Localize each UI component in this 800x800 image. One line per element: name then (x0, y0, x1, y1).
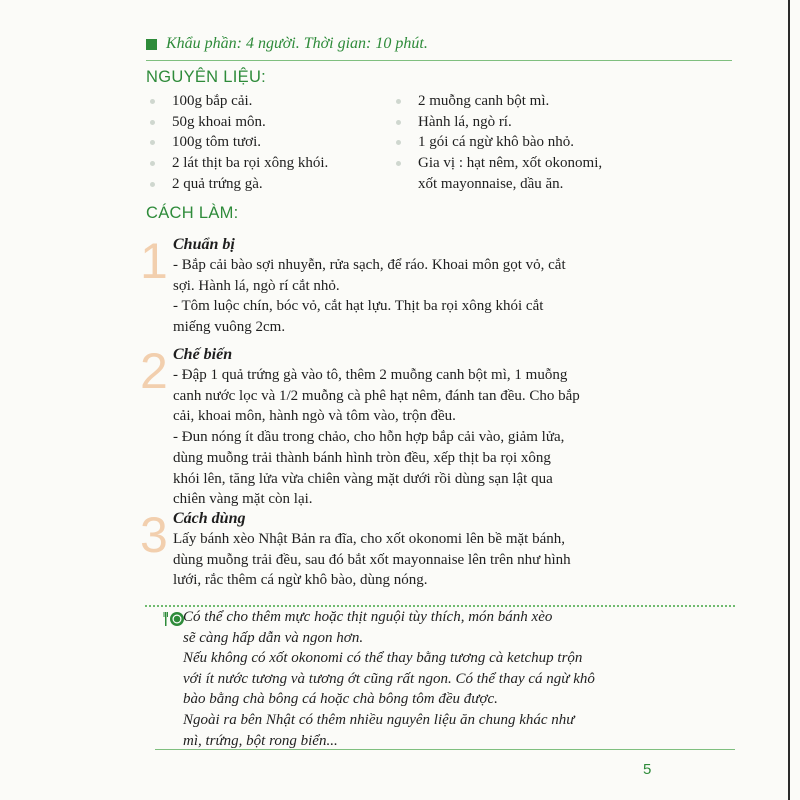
ingredient-item: 50g khoai môn. (148, 112, 328, 133)
step-number: 3 (140, 507, 168, 563)
step-line: dùng muỗng trải thành bánh hình tròn đều, xếp thịt ba rọi xông (173, 449, 551, 466)
step-line: - Đập 1 quả trứng gà vào tô, thêm 2 muỗng canh bột mì, 1 muỗng (173, 367, 568, 383)
step-line: chiên vàng mặt còn lại. (173, 491, 313, 508)
step-line: - Bắp cải bào sợi nhuyễn, rửa sạch, để ráo. Khoai môn gọt vỏ, cắt (173, 257, 566, 273)
ingredients-left-list (148, 91, 328, 195)
step-line: miếng vuông 2cm. (173, 319, 286, 336)
ingredients-right-list (394, 91, 602, 195)
ingredient-item: 1 gói cá ngừ khô bào nhỏ. (394, 132, 602, 153)
serving-info (146, 35, 428, 53)
step-line: lưới, rắc thêm cá ngừ khô bào, dùng nóng. (173, 572, 428, 589)
tip-line: bào bằng chà bông cá hoặc chà bông tôm đều được. (183, 691, 498, 708)
tip-line: Ngoài ra bên Nhật có thêm nhiều nguyên liệu ăn chung khác như (183, 711, 575, 728)
step-body (173, 255, 703, 338)
page-edge-rule (788, 0, 790, 800)
step-line: khói lên, tăng lửa vừa chiên vàng mặt dưới rồi dùng sạn lật qua (173, 470, 553, 487)
step-line: - Đun nóng ít dầu trong chảo, cho hỗn hợp bắp cải vào, giảm lửa, (173, 429, 565, 446)
step-body (173, 365, 703, 510)
ingredient-item: 100g bắp cải. (148, 91, 328, 112)
step-number: 2 (140, 343, 168, 399)
step-number: 1 (140, 233, 168, 289)
ingredient-item: 2 quả trứng gà. (148, 174, 328, 195)
ingredients-heading: NGUYÊN LIỆU: (146, 68, 267, 86)
ingredient-item: 2 muỗng canh bột mì. (394, 91, 602, 112)
tip-line: với ít nước tương và tương ớt cũng rất ngon. Có thể thay cá ngừ khô (183, 670, 595, 687)
ingredient-item: 100g tôm tươi. (148, 132, 328, 153)
tip-line: sẽ càng hấp dẫn và ngon hơn. (183, 629, 364, 646)
tip-line: Có thể cho thêm mực hoặc thịt nguội tùy thích, món bánh xèo (183, 609, 553, 625)
step-line: - Tôm luộc chín, bóc vỏ, cắt hạt lựu. Thịt ba rọi xông khói cắt (173, 298, 544, 315)
ingredient-item-continued: xốt mayonnaise, dầu ăn. (418, 175, 564, 192)
ingredient-item: Gia vị : hạt nêm, xốt okonomi, (394, 153, 602, 174)
step-line: cải, khoai môn, hành ngò và tôm vào, trộn đều. (173, 408, 456, 425)
ingredient-item: 2 lát thịt ba rọi xông khói. (148, 153, 328, 174)
serving-text: Khẩu phần: 4 người. Thời gian: 10 phút. (166, 35, 428, 52)
tip-bottom-divider (155, 749, 735, 750)
page-number: 5 (643, 761, 652, 778)
tip-box (145, 600, 735, 750)
tip-line: mì, trứng, bột rong biển... (183, 732, 338, 749)
tip-text (183, 607, 733, 751)
step-line: Lấy bánh xèo Nhật Bản ra đĩa, cho xốt okonomi lên bề mặt bánh, (173, 531, 565, 547)
step-title: Chế biến (173, 346, 233, 363)
step-body (173, 529, 703, 591)
step-line: sợi. Hành lá, ngò rí cắt nhỏ. (173, 277, 340, 294)
step-title: Chuẩn bị (173, 236, 235, 253)
step-line: canh nước lọc và 1/2 muỗng cà phê hạt nêm, đánh tan đều. Cho bắp (173, 387, 580, 404)
step-line: dùng muỗng trải đều, sau đó bắt xốt mayonnaise lên trên như hình (173, 551, 571, 568)
ingredient-item: Hành lá, ngò rí. (394, 112, 602, 133)
step-title: Cách dùng (173, 510, 246, 527)
tip-line: Nếu không có xốt okonomi có thể thay bằng tương cà ketchup trộn (183, 650, 583, 667)
square-bullet-icon (146, 39, 157, 50)
serving-divider (146, 60, 732, 61)
method-heading: CÁCH LÀM: (146, 204, 239, 222)
